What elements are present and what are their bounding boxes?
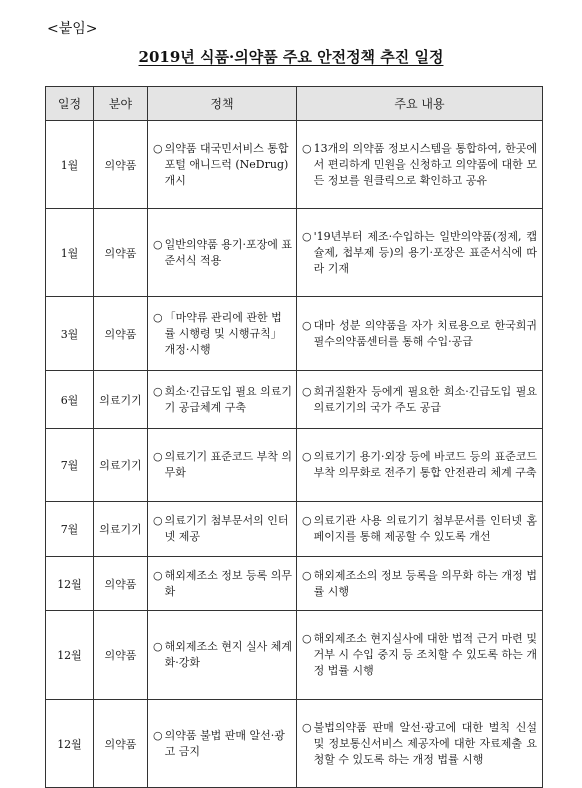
table-row — [46, 371, 543, 429]
row-content-cell — [297, 611, 543, 700]
row-date: 7월 — [46, 502, 94, 557]
table-row — [46, 297, 543, 371]
row-content-text: 희귀질환자 등에게 필요한 희소·긴급도입 필요 의료기기의 국가 주도 공급 — [313, 384, 537, 414]
bullet-icon: ○ — [302, 514, 312, 527]
row-date: 1월 — [46, 209, 94, 297]
row-policy-text: 「마약류 관리에 관한 법률 시행령 및 시행규칙」 개정·시행 — [164, 310, 282, 356]
row-policy-text: 의료기기 표준코드 부착 의무화 — [164, 450, 292, 479]
row-field: 의약품 — [94, 700, 148, 788]
row-policy-cell — [148, 700, 297, 788]
row-date: 1월 — [46, 121, 94, 209]
header-content: 주요 내용 — [297, 87, 543, 121]
row-content-text: 불법의약품 판매 알선·광고에 대한 벌칙 신설 및 정보통신서비스 제공자에 대한 자료제출 요청할 수 있도록 하는 개정 법률 시행 — [313, 720, 537, 766]
row-policy-text: 희소·긴급도입 필요 의료기기 공급체계 구축 — [164, 384, 292, 414]
row-policy-text: 의약품 대국민서비스 통합포털 애니드럭 (NeDrug) 개시 — [164, 141, 289, 187]
page-title-text: 2019년 식품·의약품 주요 안전정책 추진 일정 — [138, 48, 444, 66]
row-policy-cell — [148, 371, 297, 429]
row-policy-cell — [148, 502, 297, 557]
row-content-text: 의료기관 사용 의료기기 첨부문서를 인터넷 홈페이지를 통해 제공할 수 있도록 개선 — [313, 514, 537, 543]
row-date: 3월 — [46, 297, 94, 371]
row-policy-text: 해외제조소 현지 실사 체계화·강화 — [164, 640, 292, 669]
bullet-icon: ○ — [153, 237, 163, 251]
row-date: 7월 — [46, 429, 94, 502]
bullet-icon: ○ — [302, 384, 312, 398]
bullet-icon: ○ — [153, 141, 163, 155]
header-date: 일정 — [46, 87, 94, 121]
bullet-icon: ○ — [302, 720, 312, 734]
attachment-label: <붙임> — [47, 21, 98, 37]
table-row — [46, 209, 543, 297]
row-field: 의료기기 — [94, 502, 148, 557]
bullet-icon: ○ — [302, 568, 312, 582]
bullet-icon: ○ — [153, 310, 163, 324]
table-row — [46, 121, 543, 209]
row-content-cell — [297, 371, 543, 429]
row-content-text: 13개의 의약품 정보시스템을 통합하여, 한곳에서 편리하게 민원을 신청하고 의약품에 대한 모든 정보를 원클릭으로 확인하고 공유 — [313, 141, 537, 187]
row-policy-cell — [148, 611, 297, 700]
row-field: 의약품 — [94, 121, 148, 209]
row-policy-cell — [148, 121, 297, 209]
row-field: 의약품 — [94, 209, 148, 297]
row-policy-text: 의료기기 첨부문서의 인터넷 제공 — [164, 514, 289, 543]
row-content-cell — [297, 209, 543, 297]
row-date: 12월 — [46, 700, 94, 788]
bullet-icon: ○ — [153, 450, 163, 463]
row-field: 의료기기 — [94, 429, 148, 502]
row-content-text: 대마 성분 의약품을 자가 치료용으로 한국희귀필수의약품센터를 통해 수입·공급 — [313, 318, 537, 348]
bullet-icon: ○ — [153, 384, 163, 398]
table-row — [46, 700, 543, 788]
page-title — [0, 46, 582, 67]
row-field: 의약품 — [94, 557, 148, 611]
bullet-icon: ○ — [153, 568, 163, 582]
table-row — [46, 429, 543, 502]
table-row — [46, 611, 543, 700]
row-content-cell — [297, 121, 543, 209]
row-content-cell — [297, 502, 543, 557]
row-policy-text: 의약품 불법 판매 알선·광고 금지 — [164, 728, 285, 758]
row-field: 의약품 — [94, 297, 148, 371]
row-content-text: 해외제조소 현지실사에 대한 법적 근거 마련 및 거부 시 수입 중지 등 조치할 수 있도록 하는 개정 법률 시행 — [313, 632, 537, 677]
table-row — [46, 557, 543, 611]
bullet-icon: ○ — [153, 514, 163, 527]
table-row — [46, 502, 543, 557]
bullet-icon: ○ — [302, 141, 312, 155]
bullet-icon: ○ — [302, 229, 312, 243]
row-policy-cell — [148, 209, 297, 297]
header-field: 분야 — [94, 87, 148, 121]
row-date: 12월 — [46, 557, 94, 611]
row-content-cell — [297, 429, 543, 502]
row-date: 6월 — [46, 371, 94, 429]
schedule-table — [45, 86, 543, 788]
bullet-icon: ○ — [302, 632, 312, 645]
table-header-row — [46, 87, 543, 121]
row-policy-cell — [148, 297, 297, 371]
row-field: 의약품 — [94, 611, 148, 700]
row-policy-text: 일반의약품 용기·포장에 표준서식 적용 — [164, 237, 292, 267]
row-content-cell — [297, 297, 543, 371]
row-policy-cell — [148, 429, 297, 502]
bullet-icon: ○ — [153, 640, 163, 653]
row-content-text: 의료기기 용기·외장 등에 바코드 등의 표준코드 부착 의무화로 전주기 통합 안전관리 체계 구축 — [313, 450, 537, 479]
bullet-icon: ○ — [302, 318, 312, 332]
row-content-cell — [297, 557, 543, 611]
header-policy: 정책 — [148, 87, 297, 121]
row-content-text: 해외제조소의 정보 등록을 의무화 하는 개정 법률 시행 — [313, 568, 537, 598]
row-date: 12월 — [46, 611, 94, 700]
row-policy-cell — [148, 557, 297, 611]
bullet-icon: ○ — [302, 450, 312, 463]
bullet-icon: ○ — [153, 728, 163, 742]
row-field: 의료기기 — [94, 371, 148, 429]
row-policy-text: 해외제조소 정보 등록 의무화 — [164, 568, 292, 598]
row-content-cell — [297, 700, 543, 788]
row-content-text: '19년부터 제조·수입하는 일반의약품(정제, 캡슐제, 첩부제 등)의 용기·포장은 표준서식에 따라 기재 — [313, 229, 537, 275]
